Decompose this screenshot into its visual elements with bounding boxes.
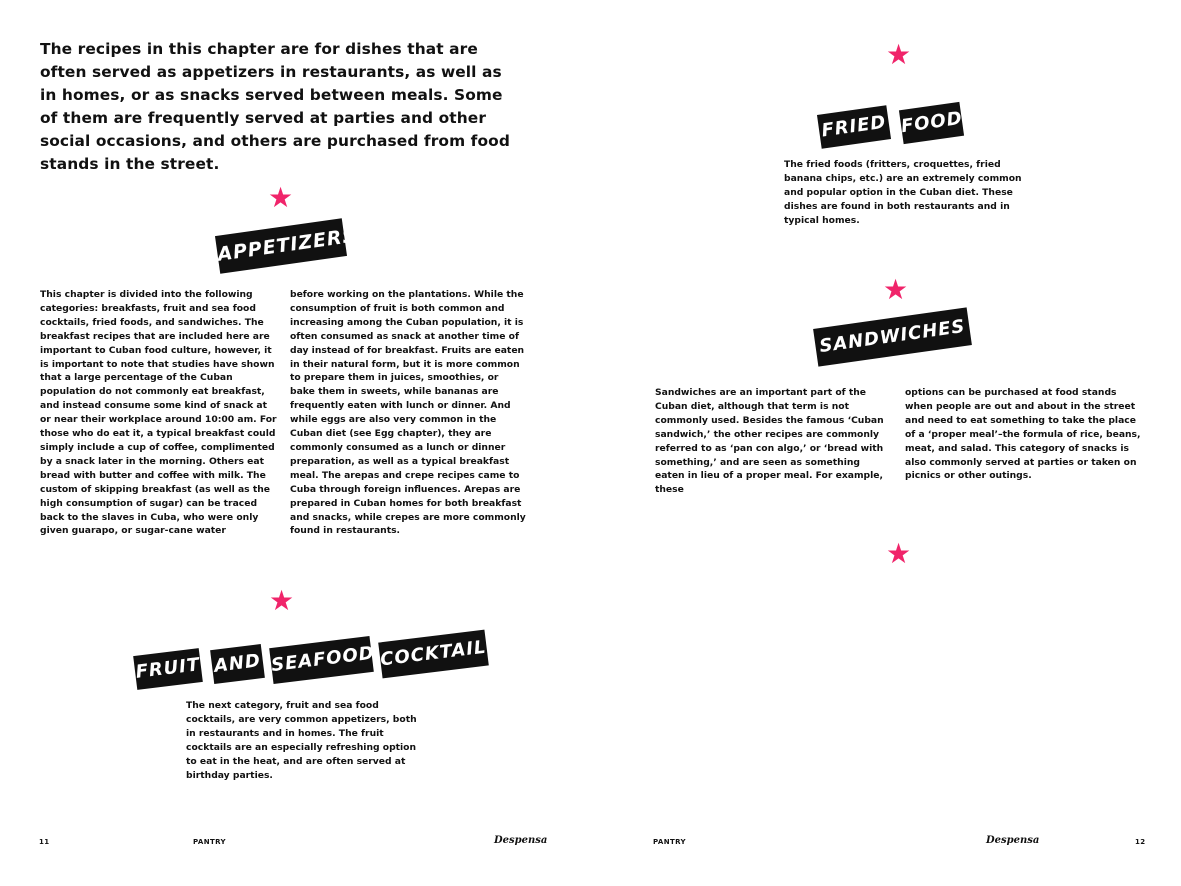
fried-paragraph: The fried foods (fritters, croquettes, fried banana chips, etc.) are an extremely common and popular option in the Cuban diet. These dishes are found in both restaurants and in typical homes. <box>784 159 1022 226</box>
intro-paragraph: The recipes in this chapter are for dishes that are often served as appetizers in restaurants, as well as in homes, or as snacks served between meals. Some of them are frequently served at parties and other social occasions, and others are purchased from food stands in the street. <box>40 40 510 173</box>
sandwiches-column-2: options can be purchased at food stands when people are out and about in the street and need to eat something to take the place of a ‘proper meal’–the formula of rice, beans, meat, and salad. This category of snacks is also commonly served at parties or taken on picnics or other outings. <box>905 387 1141 482</box>
cocktail-banner-word-fruit: FRUIT <box>133 648 203 690</box>
footer-label: PANTRY <box>193 838 227 846</box>
footer-script-logo: Despensa <box>494 835 548 846</box>
sandwiches-column-1: Sandwiches are an important part of the Cuban diet, although that term is not commonly used. Besides the famous ‘Cuban sandwich,’ the other recipes are commonly referred to as ‘pan con algo,’ or ‘bread with something,’ and are seen as something eaten in lieu of a proper meal. For example, these <box>655 387 884 496</box>
cocktail-banner-word-seafood: SEAFOOD <box>269 636 374 684</box>
star-icon: ★ <box>883 273 909 306</box>
fried-banner-word-fried: FRIED <box>817 105 891 148</box>
star-icon: ★ <box>268 181 294 214</box>
appetizers-column-2: before working on the plantations. While the consumption of fruit is both common and increasing among the Cuban population, it is often consumed as snack at another time of day instead of for breakfast. Fruits are eaten in their natural form, but it is more common to prepare them in juices, smoothies, or bake them in sweets, while bananas are frequently eaten with lunch or dinner. And while eggs are also very common in the Cuban diet (see Egg chapter), they are commonly consumed as a lunch or dinner preparation, as well as a typical breakfast meal. The arepas and crepe recipes came to Cuba through foreign influences. Arepas are prepared in Cuban homes for both breakfast and snacks, while crepes are more commonly found in restaurants. <box>290 289 526 537</box>
star-icon: ★ <box>886 38 912 71</box>
star-icon: ★ <box>886 537 912 570</box>
right-page <box>590 0 1181 886</box>
appetizers-banner: APPETIZERS <box>215 218 347 273</box>
appetizers-column-1: This chapter is divided into the following categories: breakfasts, fruit and sea food cocktails, fried foods, and sandwiches. The breakfast recipes that are included here are important to Cuban food culture, however, it is important to note that studies have shown that a large percentage of the Cuban population do not commonly eat breakfast, and instead consume some kind of snack at or near their workplace around 10:00 am. For those who do eat it, a typical breakfast could simply include a cup of coffee, complimented by a snack later in the morning. Others eat bread with butter and coffee with milk. The custom of skipping breakfast (as well as the high consumption of sugar) can be traced back to the slaves in Cuba, who were only given guarapo, or sugar-cane water <box>40 289 277 537</box>
page-number: 12 <box>1135 838 1146 846</box>
left-page <box>0 0 590 886</box>
cocktail-banner-word-cocktail: COCKTAIL <box>378 630 489 679</box>
sandwiches-banner: SANDWICHES <box>813 307 972 366</box>
cocktail-banner-word-and: AND <box>210 644 265 684</box>
star-icon: ★ <box>269 584 295 617</box>
footer-script-logo: Despensa <box>986 835 1040 846</box>
fried-banner-word-food: FOOD <box>899 102 964 144</box>
cocktail-paragraph: The next category, fruit and sea food cocktails, are very common appetizers, both in restaurants and in homes. The fruit cocktails are an especially refreshing option to eat in the heat, and are often served at birthday parties. <box>186 700 417 781</box>
page-number: 11 <box>39 838 50 846</box>
footer-label: PANTRY <box>653 838 687 846</box>
